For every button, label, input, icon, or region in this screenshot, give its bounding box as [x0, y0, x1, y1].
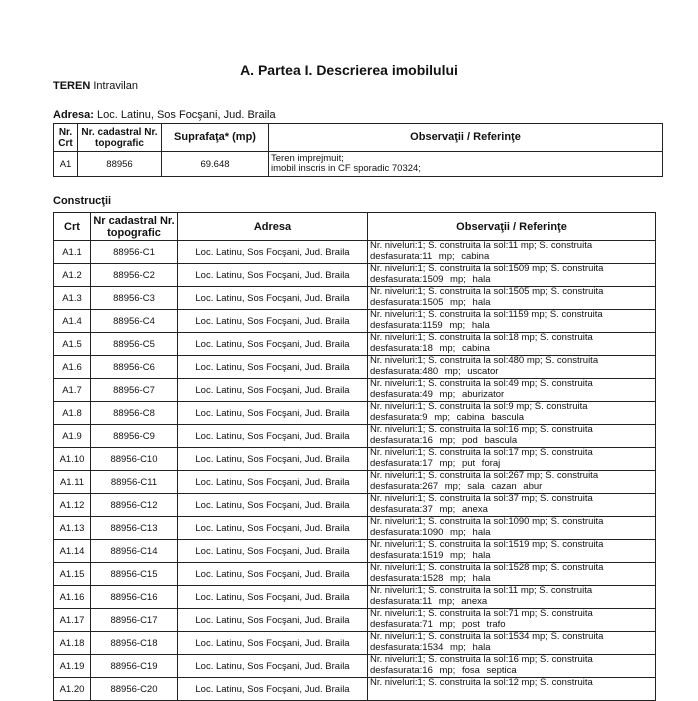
table-row [54, 310, 656, 333]
constructii-title: Construcţii [53, 195, 112, 207]
constr-obs-line1: Nr. niveluri:1; S. construita la sol:37 mp; S. construita [370, 493, 593, 504]
constr-cell-cad: 88956-C18 [91, 632, 178, 655]
constr-obs-line2: desfasurata:49 mp; aburizator [370, 388, 505, 400]
constr-cell-crt: A1.11 [54, 471, 91, 494]
constr-cell-crt: A1.8 [54, 402, 91, 425]
constr-header-cad: Nr cadastral Nr. topografic [91, 213, 178, 241]
constr-cell-adr: Loc. Latinu, Sos Focşani, Jud. Braila [178, 333, 368, 356]
table-row [54, 655, 656, 678]
constr-header-crt: Crt [54, 213, 91, 241]
constr-cell-obs [368, 563, 656, 586]
constr-obs-line1: Nr. niveluri:1; S. construita la sol:1090 mp; S. construita [370, 516, 604, 527]
constr-cell-cad: 88956-C7 [91, 379, 178, 402]
constr-cell-adr: Loc. Latinu, Sos Focşani, Jud. Braila [178, 494, 368, 517]
constr-cell-obs [368, 356, 656, 379]
constr-cell-obs [368, 333, 656, 356]
constr-cell-adr: Loc. Latinu, Sos Focşani, Jud. Braila [178, 425, 368, 448]
constr-cell-crt: A1.2 [54, 264, 91, 287]
constr-obs-line2: desfasurata:17 mp; put foraj [370, 457, 501, 469]
constr-cell-adr: Loc. Latinu, Sos Focşani, Jud. Braila [178, 402, 368, 425]
constr-cell-crt: A1.17 [54, 609, 91, 632]
table-row [54, 241, 656, 264]
constr-obs-line2: desfasurata:9 mp; cabina bascula [370, 411, 525, 423]
constr-obs-line1: Nr. niveluri:1; S. construita la sol:267 mp; S. construita [370, 470, 599, 481]
constr-obs-line2: desfasurata:16 mp; pod bascula [370, 434, 518, 446]
table-row [54, 425, 656, 448]
table-row [54, 356, 656, 379]
constr-cell-crt: A1.7 [54, 379, 91, 402]
constr-cell-crt: A1.19 [54, 655, 91, 678]
constr-cell-adr: Loc. Latinu, Sos Focşani, Jud. Braila [178, 448, 368, 471]
constr-cell-cad: 88956-C9 [91, 425, 178, 448]
constr-obs-line1: Nr. niveluri:1; S. construita la sol:1534 mp; S. construita [370, 631, 604, 642]
table-row [54, 609, 656, 632]
constr-obs-line1: Nr. niveluri:1; S. construita la sol:1519 mp; S. construita [370, 539, 604, 550]
teren-label: TEREN [53, 80, 91, 92]
constr-cell-adr: Loc. Latinu, Sos Focşani, Jud. Braila [178, 310, 368, 333]
constr-cell-crt: A1.10 [54, 448, 91, 471]
constr-obs-line1: Nr. niveluri:1; S. construita la sol:71 mp; S. construita [370, 608, 593, 619]
constr-obs-line2: desfasurata:71 mp; post trafo [370, 618, 506, 630]
table-row [54, 471, 656, 494]
constr-cell-crt: A1.3 [54, 287, 91, 310]
adresa-line [53, 109, 276, 121]
land-cell-nr: A1 [54, 152, 78, 177]
constr-obs-line1: Nr. niveluri:1; S. construita la sol:12 mp; S. construita [370, 677, 593, 688]
constr-obs-line2: desfasurata:11 mp; cabina [370, 250, 490, 262]
constr-cell-adr: Loc. Latinu, Sos Focşani, Jud. Braila [178, 632, 368, 655]
table-row [54, 448, 656, 471]
constr-cell-obs [368, 379, 656, 402]
constr-obs-line2: desfasurata:267 mp; sala cazan abur [370, 480, 543, 492]
land-header-nr: Nr. Crt [54, 124, 78, 152]
constr-cell-crt: A1.4 [54, 310, 91, 333]
constr-cell-adr: Loc. Latinu, Sos Focşani, Jud. Braila [178, 586, 368, 609]
table-row [54, 632, 656, 655]
constructii-body [54, 241, 656, 701]
constr-obs-line1: Nr. niveluri:1; S. construita la sol:1528 mp; S. construita [370, 562, 604, 573]
constr-cell-cad: 88956-C12 [91, 494, 178, 517]
constr-cell-cad: 88956-C4 [91, 310, 178, 333]
table-row [54, 287, 656, 310]
adresa-value: Loc. Latinu, Sos Focşani, Jud. Braila [97, 109, 276, 121]
constr-obs-line2: desfasurata:1090 mp; hala [370, 526, 491, 538]
constr-cell-cad: 88956-C1 [91, 241, 178, 264]
constr-cell-adr: Loc. Latinu, Sos Focşani, Jud. Braila [178, 517, 368, 540]
constr-header-adr: Adresa [178, 213, 368, 241]
constr-cell-obs [368, 586, 656, 609]
constr-cell-crt: A1.12 [54, 494, 91, 517]
constr-obs-line1: Nr. niveluri:1; S. construita la sol:1509 mp; S. construita [370, 263, 604, 274]
constr-cell-cad: 88956-C15 [91, 563, 178, 586]
constr-header-obs: Observaţii / Referinţe [368, 213, 656, 241]
table-row [54, 379, 656, 402]
table-row [54, 152, 663, 177]
constr-cell-adr: Loc. Latinu, Sos Focşani, Jud. Braila [178, 563, 368, 586]
constr-cell-adr: Loc. Latinu, Sos Focşani, Jud. Braila [178, 655, 368, 678]
constr-obs-line1: Nr. niveluri:1; S. construita la sol:16 mp; S. construita [370, 654, 593, 665]
land-header-cad: Nr. cadastral Nr. topografic [78, 124, 162, 152]
table-row [54, 517, 656, 540]
constr-obs-line2: desfasurata:11 mp; anexa [370, 595, 488, 607]
constr-cell-obs [368, 264, 656, 287]
constr-cell-adr: Loc. Latinu, Sos Focşani, Jud. Braila [178, 264, 368, 287]
constr-cell-adr: Loc. Latinu, Sos Focşani, Jud. Braila [178, 678, 368, 701]
constr-obs-line1: Nr. niveluri:1; S. construita la sol:1505 mp; S. construita [370, 286, 604, 297]
table-row [54, 586, 656, 609]
constr-cell-cad: 88956-C20 [91, 678, 178, 701]
constr-obs-line1: Nr. niveluri:1; S. construita la sol:11 mp; S. construita [370, 585, 593, 596]
constr-obs-line2: desfasurata:1519 mp; hala [370, 549, 491, 561]
constr-cell-cad: 88956-C14 [91, 540, 178, 563]
land-obs-line2: imobil inscris in CF sporadic 70324; [271, 163, 421, 174]
constr-cell-obs [368, 448, 656, 471]
constr-cell-cad: 88956-C2 [91, 264, 178, 287]
constr-cell-crt: A1.6 [54, 356, 91, 379]
constr-cell-cad: 88956-C16 [91, 586, 178, 609]
constr-cell-cad: 88956-C3 [91, 287, 178, 310]
constr-obs-line2: desfasurata:1528 mp; hala [370, 572, 491, 584]
land-cell-cad: 88956 [78, 152, 162, 177]
constr-cell-obs [368, 402, 656, 425]
constr-obs-line2: desfasurata:480 mp; uscator [370, 365, 499, 377]
constr-obs-line2: desfasurata:1534 mp; hala [370, 641, 491, 653]
constr-cell-adr: Loc. Latinu, Sos Focşani, Jud. Braila [178, 356, 368, 379]
constr-cell-obs [368, 494, 656, 517]
constr-cell-adr: Loc. Latinu, Sos Focşani, Jud. Braila [178, 379, 368, 402]
constr-cell-crt: A1.15 [54, 563, 91, 586]
constr-cell-obs [368, 241, 656, 264]
constr-obs-line1: Nr. niveluri:1; S. construita la sol:49 mp; S. construita [370, 378, 593, 389]
table-row [54, 494, 656, 517]
constr-obs-line2: desfasurata:18 mp; cabina [370, 342, 490, 354]
table-row [54, 540, 656, 563]
constr-cell-cad: 88956-C8 [91, 402, 178, 425]
constr-cell-obs [368, 678, 656, 701]
table-row [54, 264, 656, 287]
table-row [54, 402, 656, 425]
constr-cell-crt: A1.5 [54, 333, 91, 356]
land-cell-sup: 69.648 [162, 152, 269, 177]
constr-cell-crt: A1.18 [54, 632, 91, 655]
constr-obs-line1: Nr. niveluri:1; S. construita la sol:480 mp; S. construita [370, 355, 599, 366]
constr-cell-cad: 88956-C17 [91, 609, 178, 632]
page-title: A. Partea I. Descrierea imobilului [240, 62, 458, 78]
constr-cell-adr: Loc. Latinu, Sos Focşani, Jud. Braila [178, 241, 368, 264]
constr-cell-obs [368, 655, 656, 678]
teren-value: Intravilan [93, 80, 138, 92]
constr-obs-line2: desfasurata:37 mp; anexa [370, 503, 488, 515]
land-header-sup: Suprafaţa* (mp) [162, 124, 269, 152]
table-row [54, 563, 656, 586]
land-cell-obs [269, 152, 663, 177]
constr-cell-cad: 88956-C19 [91, 655, 178, 678]
constr-cell-crt: A1.1 [54, 241, 91, 264]
constr-obs-line1: Nr. niveluri:1; S. construita la sol:17 mp; S. construita [370, 447, 593, 458]
constr-cell-cad: 88956-C11 [91, 471, 178, 494]
constr-cell-obs [368, 517, 656, 540]
constr-obs-line1: Nr. niveluri:1; S. construita la sol:9 mp; S. construita [370, 401, 588, 412]
constr-cell-obs [368, 287, 656, 310]
constr-cell-obs [368, 540, 656, 563]
constr-cell-adr: Loc. Latinu, Sos Focşani, Jud. Braila [178, 540, 368, 563]
constr-cell-cad: 88956-C6 [91, 356, 178, 379]
table-row [54, 678, 656, 701]
constr-cell-cad: 88956-C13 [91, 517, 178, 540]
constr-cell-obs [368, 609, 656, 632]
constr-obs-line1: Nr. niveluri:1; S. construita la sol:11 mp; S. construita [370, 240, 593, 251]
constr-cell-obs [368, 425, 656, 448]
table-row [54, 333, 656, 356]
constr-cell-cad: 88956-C10 [91, 448, 178, 471]
constr-cell-crt: A1.9 [54, 425, 91, 448]
constr-cell-cad: 88956-C5 [91, 333, 178, 356]
constr-cell-crt: A1.16 [54, 586, 91, 609]
constr-cell-crt: A1.20 [54, 678, 91, 701]
adresa-label: Adresa: [53, 109, 94, 121]
constr-cell-adr: Loc. Latinu, Sos Focşani, Jud. Braila [178, 609, 368, 632]
constr-cell-adr: Loc. Latinu, Sos Focşani, Jud. Braila [178, 287, 368, 310]
constr-obs-line1: Nr. niveluri:1; S. construita la sol:18 mp; S. construita [370, 332, 593, 343]
constr-cell-crt: A1.14 [54, 540, 91, 563]
land-table [53, 123, 663, 177]
constr-obs-line2: desfasurata:1509 mp; hala [370, 273, 491, 285]
constr-obs-line1: Nr. niveluri:1; S. construita la sol:1159 mp; S. construita [370, 309, 603, 320]
constructii-table [53, 212, 656, 701]
constr-cell-obs [368, 310, 656, 333]
land-obs-line1: Teren imprejmuit; [271, 153, 344, 164]
constr-obs-line1: Nr. niveluri:1; S. construita la sol:16 mp; S. construita [370, 424, 593, 435]
constr-cell-obs [368, 632, 656, 655]
constr-cell-obs [368, 471, 656, 494]
constr-cell-crt: A1.13 [54, 517, 91, 540]
teren-line [53, 80, 138, 92]
constr-obs-line2: desfasurata:1505 mp; hala [370, 296, 491, 308]
land-header-obs: Observaţii / Referinţe [269, 124, 663, 152]
constr-obs-line2: desfasurata:16 mp; fosa septica [370, 664, 517, 676]
constr-obs-line2: desfasurata:1159 mp; hala [370, 319, 490, 331]
constr-cell-adr: Loc. Latinu, Sos Focşani, Jud. Braila [178, 471, 368, 494]
